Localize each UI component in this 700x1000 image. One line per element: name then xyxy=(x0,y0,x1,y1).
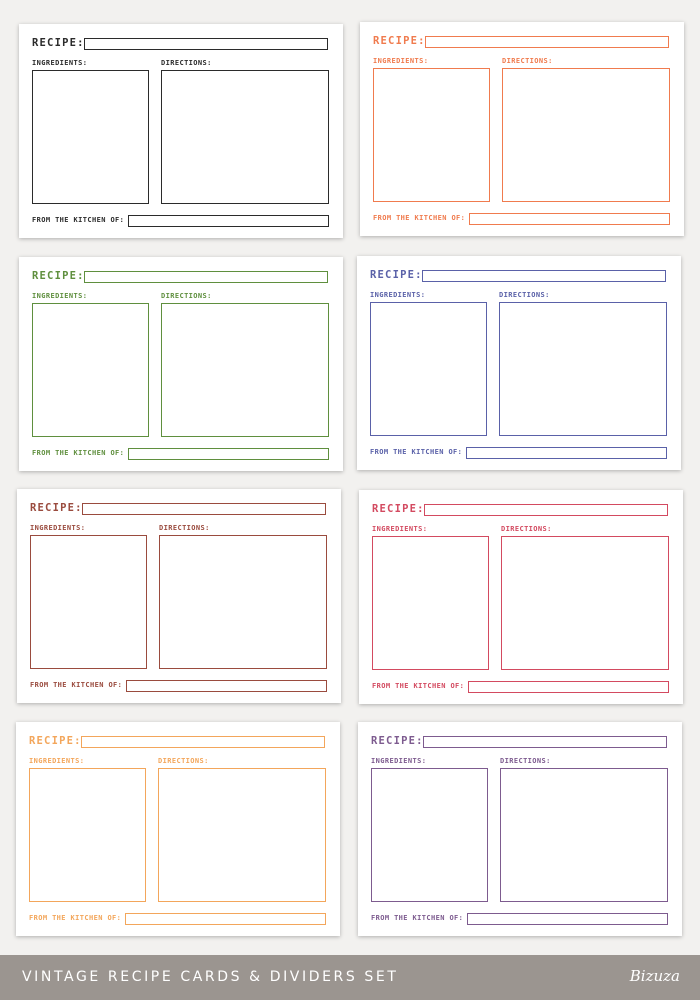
kitchen-name-field[interactable] xyxy=(467,913,668,925)
kitchen-label: FROM THE KITCHEN OF: xyxy=(370,448,463,456)
ingredients-box[interactable] xyxy=(371,768,488,902)
recipe-label: RECIPE: xyxy=(32,37,85,49)
ingredients-label: INGREDIENTS: xyxy=(370,291,426,299)
directions-label: DIRECTIONS: xyxy=(158,757,209,765)
directions-label: DIRECTIONS: xyxy=(502,57,553,65)
directions-label: DIRECTIONS: xyxy=(499,291,550,299)
recipe-card-purple xyxy=(358,722,682,936)
ingredients-label: INGREDIENTS: xyxy=(32,59,88,67)
kitchen-label: FROM THE KITCHEN OF: xyxy=(372,682,465,690)
recipe-card-peach xyxy=(16,722,340,936)
kitchen-name-field[interactable] xyxy=(128,215,329,227)
footer-bar xyxy=(0,955,700,1000)
kitchen-name-field[interactable] xyxy=(469,213,670,225)
kitchen-label: FROM THE KITCHEN OF: xyxy=(29,914,122,922)
kitchen-name-field[interactable] xyxy=(468,681,669,693)
recipe-name-field[interactable] xyxy=(425,36,669,48)
directions-label: DIRECTIONS: xyxy=(159,524,210,532)
ingredients-label: INGREDIENTS: xyxy=(30,524,86,532)
ingredients-label: INGREDIENTS: xyxy=(373,57,429,65)
directions-box[interactable] xyxy=(161,303,329,437)
ingredients-box[interactable] xyxy=(372,536,489,670)
recipe-card-orange xyxy=(360,22,684,236)
ingredients-label: INGREDIENTS: xyxy=(32,292,88,300)
footer-title: VINTAGE RECIPE CARDS & DIVIDERS SET xyxy=(22,969,399,985)
recipe-label: RECIPE: xyxy=(373,35,426,47)
kitchen-label: FROM THE KITCHEN OF: xyxy=(373,214,466,222)
recipe-card-blue xyxy=(357,256,681,470)
kitchen-name-field[interactable] xyxy=(126,680,327,692)
kitchen-name-field[interactable] xyxy=(128,448,329,460)
directions-box[interactable] xyxy=(161,70,329,204)
ingredients-box[interactable] xyxy=(30,535,147,669)
recipe-label: RECIPE: xyxy=(372,503,425,515)
recipe-card-brown xyxy=(17,489,341,703)
kitchen-label: FROM THE KITCHEN OF: xyxy=(32,216,125,224)
directions-box[interactable] xyxy=(159,535,327,669)
ingredients-label: INGREDIENTS: xyxy=(371,757,427,765)
ingredients-label: INGREDIENTS: xyxy=(372,525,428,533)
recipe-label: RECIPE: xyxy=(370,269,423,281)
recipe-name-field[interactable] xyxy=(81,736,325,748)
kitchen-label: FROM THE KITCHEN OF: xyxy=(32,449,125,457)
directions-box[interactable] xyxy=(499,302,667,436)
recipe-card-red xyxy=(359,490,683,704)
ingredients-box[interactable] xyxy=(29,768,146,902)
directions-box[interactable] xyxy=(501,536,669,670)
ingredients-box[interactable] xyxy=(370,302,487,436)
recipe-card-green xyxy=(19,257,343,471)
directions-label: DIRECTIONS: xyxy=(500,757,551,765)
directions-box[interactable] xyxy=(158,768,326,902)
ingredients-box[interactable] xyxy=(32,70,149,204)
directions-box[interactable] xyxy=(502,68,670,202)
recipe-label: RECIPE: xyxy=(30,502,83,514)
recipe-label: RECIPE: xyxy=(29,735,82,747)
recipe-label: RECIPE: xyxy=(32,270,85,282)
recipe-name-field[interactable] xyxy=(424,504,668,516)
brand-logo: Bizuza xyxy=(629,967,680,985)
recipe-label: RECIPE: xyxy=(371,735,424,747)
directions-label: DIRECTIONS: xyxy=(161,292,212,300)
recipe-name-field[interactable] xyxy=(84,271,328,283)
ingredients-box[interactable] xyxy=(373,68,490,202)
kitchen-label: FROM THE KITCHEN OF: xyxy=(371,914,464,922)
ingredients-label: INGREDIENTS: xyxy=(29,757,85,765)
ingredients-box[interactable] xyxy=(32,303,149,437)
recipe-name-field[interactable] xyxy=(423,736,667,748)
kitchen-name-field[interactable] xyxy=(125,913,326,925)
kitchen-label: FROM THE KITCHEN OF: xyxy=(30,681,123,689)
recipe-card-black xyxy=(19,24,343,238)
directions-box[interactable] xyxy=(500,768,668,902)
kitchen-name-field[interactable] xyxy=(466,447,667,459)
recipe-name-field[interactable] xyxy=(422,270,666,282)
directions-label: DIRECTIONS: xyxy=(161,59,212,67)
recipe-name-field[interactable] xyxy=(84,38,328,50)
recipe-name-field[interactable] xyxy=(82,503,326,515)
directions-label: DIRECTIONS: xyxy=(501,525,552,533)
